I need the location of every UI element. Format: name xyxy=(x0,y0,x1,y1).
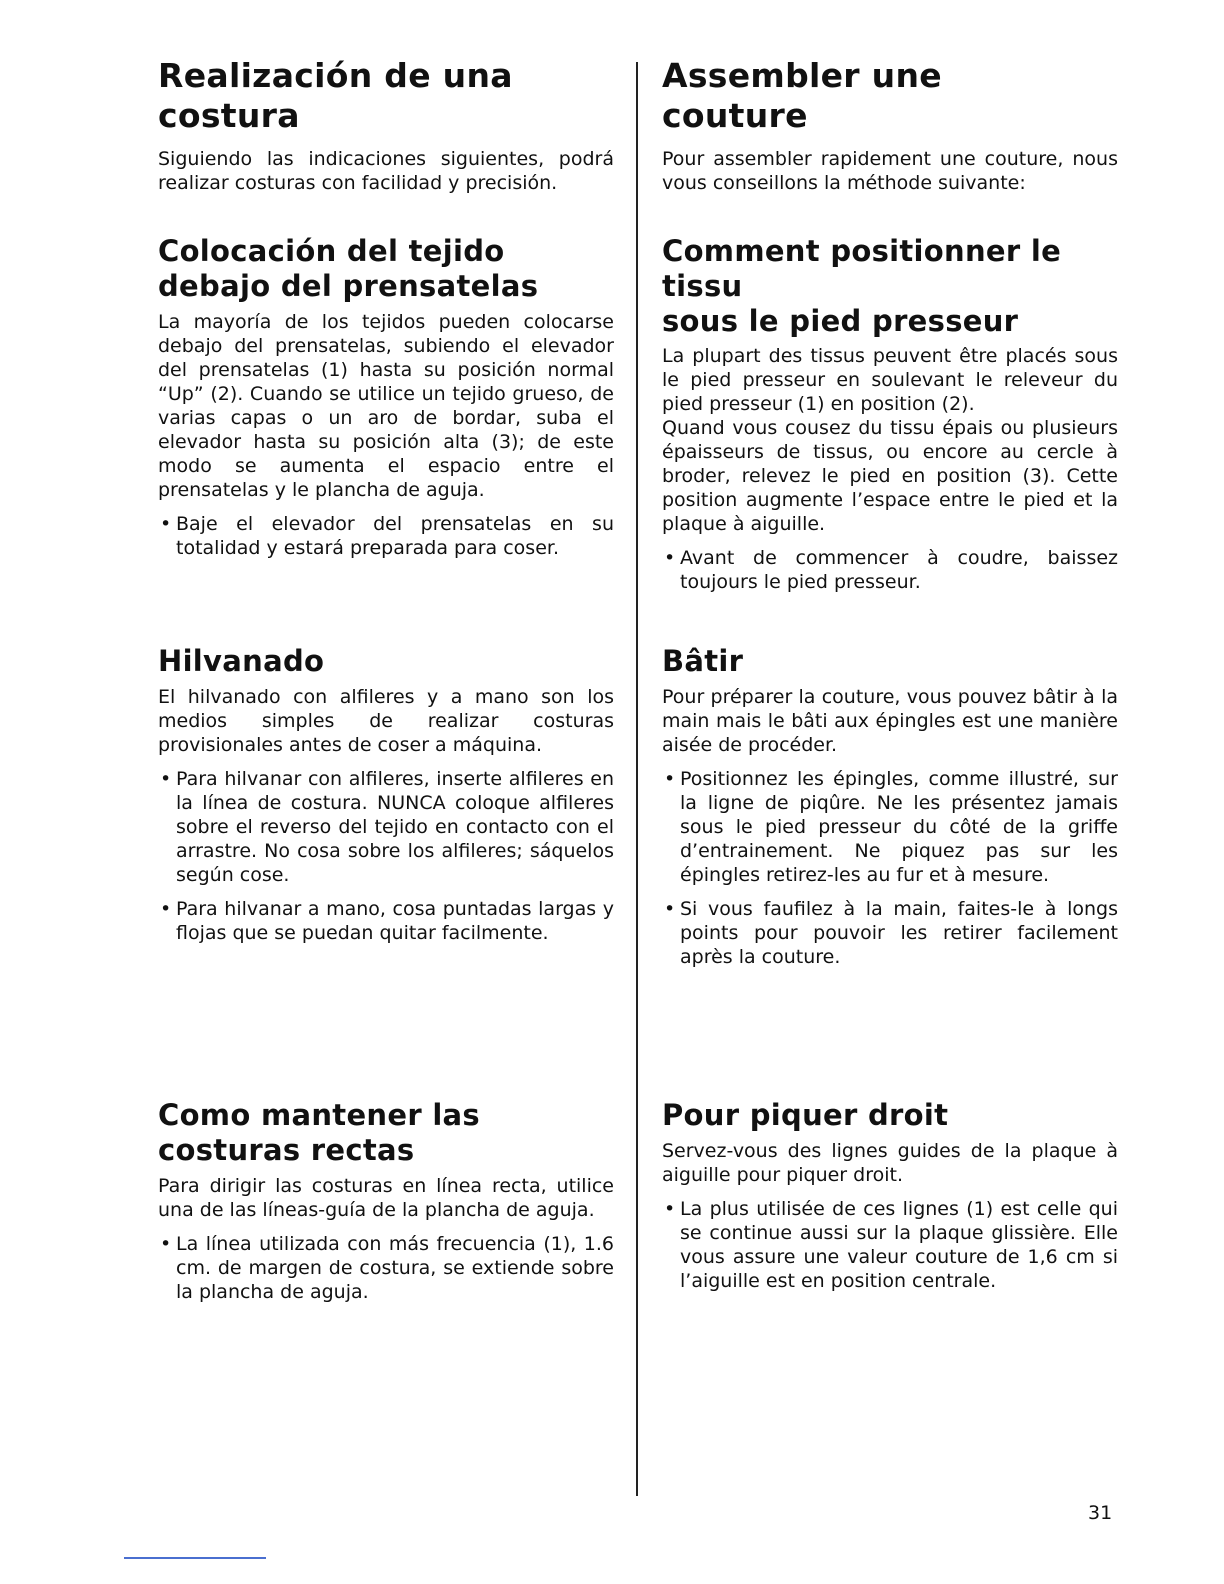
list-item: • Baje el elevador del prensatelas en su totalidad y estará preparada para coser. xyxy=(158,512,614,560)
section-realizacion xyxy=(158,56,614,195)
list-item: • Si vous faufilez à la main, faites-le à longs points pour pouvoir les retirer facilement après la couture. xyxy=(662,897,1118,969)
section-colocacion xyxy=(158,234,614,570)
section-body: Servez-vous des lignes guides de la plaque à aiguille pour piquer droit. xyxy=(662,1139,1118,1186)
list-item: • Para hilvanar a mano, cosa puntadas largas y flojas que se puedan quitar facilmente. xyxy=(158,897,614,945)
bullet-list xyxy=(158,512,614,560)
list-item: • Para hilvanar con alfileres, inserte alfileres en la línea de costura. NUNCA coloque alfileres sobre el reverso del tejido en contacto con el arrastre. No cosa sobre los alfileres; sáquelos según cose. xyxy=(158,767,614,887)
section-title: Pour piquer droit xyxy=(662,1098,949,1132)
scan-edge-mark xyxy=(124,1557,266,1559)
bullet-list xyxy=(158,767,614,945)
bullet-list xyxy=(158,1232,614,1304)
section-batir xyxy=(662,644,1118,979)
section-title: Bâtir xyxy=(662,644,744,678)
section-title: Comment positionner le tissu sous le pied presseur xyxy=(662,234,1062,338)
list-item: • Avant de commencer à coudre, baissez toujours le pied presseur. xyxy=(662,546,1118,594)
section-body-2: Quand vous cousez du tissu épais ou plusieurs épaisseurs de tissus, ou encore au cercle à broder, relevez le pied en position (3). Cette position augmente l’espace entre le pied et la plaque à aiguille. xyxy=(662,417,1118,536)
list-item: • La plus utilisée de ces lignes (1) est celle qui se continue aussi sur la plaque glissière. Elle vous assure une valeur couture de 1,6 cm si l’aiguille est en position centrale. xyxy=(662,1197,1118,1293)
section-body: Pour préparer la couture, vous pouvez bâtir à la main mais le bâti aux épingles est une manière aisée de procéder. xyxy=(662,685,1118,756)
spanish-column xyxy=(158,0,614,1584)
section-piquer-droit xyxy=(662,1098,1118,1303)
section-intro: Pour assembler rapidement une couture, nous vous conseillons la méthode suivante: xyxy=(662,148,1118,195)
section-hilvanado xyxy=(158,644,614,955)
section-title: Assembler une couture xyxy=(662,56,942,135)
section-intro: Siguiendo las indicaciones siguientes, podrá realizar costuras con facilidad y precisión. xyxy=(158,148,614,195)
section-positionner xyxy=(662,234,1118,604)
section-title: Hilvanado xyxy=(158,644,325,678)
section-body: La mayoría de los tejidos pueden colocarse debajo del prensatelas, subiendo el elevador del prensatelas (1) hasta su posición normal “Up” (2). Cuando se utilice un tejido grueso, de varias capas o un aro de bordar, suba el elevador hasta su posición alta (3); de este modo se aumenta el espacio entre el prensatelas y le plancha de aguja. xyxy=(158,310,614,501)
list-item: • La línea utilizada con más frecuencia (1), 1.6 cm. de margen de costura, se extiende sobre la plancha de aguja. xyxy=(158,1232,614,1304)
bullet-list xyxy=(662,1197,1118,1293)
section-body: La plupart des tissus peuvent être placés sous le pied presseur en soulevant le releveur du pied presseur (1) en position (2). xyxy=(662,345,1118,416)
bullet-list xyxy=(662,546,1118,594)
section-title: Como mantener las costuras rectas xyxy=(158,1098,480,1167)
list-item: • Positionnez les épingles, comme illustré, sur la ligne de piqûre. Ne les présentez jamais sous le pied presseur du côté de la griffe d’entrainement. Ne piquez pas sur les épingles retirez-les au fur et à mesure. xyxy=(662,767,1118,887)
page-number: 31 xyxy=(1088,1502,1113,1524)
french-column xyxy=(662,0,1118,1584)
section-title: Realización de una costura xyxy=(158,56,513,135)
section-costuras-rectas xyxy=(158,1098,614,1314)
bullet-list xyxy=(662,767,1118,969)
section-assembler xyxy=(662,56,1118,195)
section-body: Para dirigir las costuras en línea recta, utilice una de las líneas-guía de la plancha de aguja. xyxy=(158,1174,614,1221)
section-title: Colocación del tejido debajo del prensatelas xyxy=(158,234,539,303)
section-body: El hilvanado con alfileres y a mano son los medios simples de realizar costuras provisionales antes de coser a máquina. xyxy=(158,685,614,756)
column-divider xyxy=(636,62,638,1496)
